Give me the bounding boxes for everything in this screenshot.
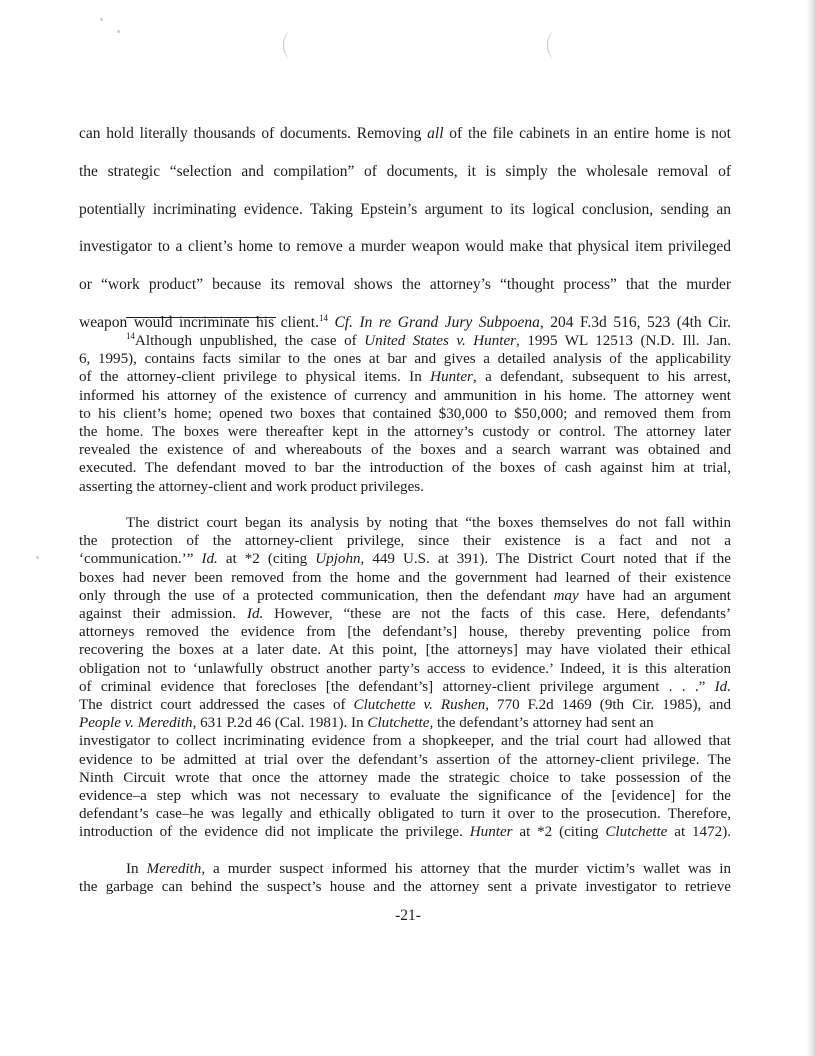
italic-citation: People v. Meredith	[79, 715, 193, 732]
text-run: have had an argument	[578, 587, 731, 604]
text-run: , 449 U.S. at 391). The District Court noted that if the	[360, 551, 731, 568]
italic-citation: Upjohn	[315, 551, 361, 568]
italic-citation: all	[427, 125, 444, 142]
text-run: at *2 (citing	[217, 551, 316, 568]
text-run: executed. The defendant moved to bar the introduction of the boxes of cash against him at trial,	[79, 460, 731, 477]
footnote-line	[79, 569, 731, 587]
footnote-reference-marker: 14	[318, 312, 328, 323]
footnote-reference-marker: 14	[126, 331, 135, 341]
body-line	[79, 191, 731, 229]
footnote-line	[79, 732, 731, 750]
footnote-line	[79, 550, 731, 568]
text-run: 6, 1995), contains facts similar to the ones at bar and gives a detailed analysis of the applicability	[79, 351, 731, 368]
italic-citation: Id.	[714, 678, 731, 695]
text-run: of criminal evidence that forecloses [the defendant’s] attorney-client privilege argument . . .”	[79, 678, 715, 695]
text-run: , the defendant’s attorney had sent an	[429, 715, 654, 732]
footnote-line	[79, 459, 731, 477]
text-run: the home. The boxes were thereafter kept in the attorney’s custody or control. The attorney later	[79, 424, 731, 441]
footnote-line	[79, 860, 731, 878]
hole-punch-mark-left	[283, 32, 298, 58]
text-run: or “work product” because its removal shows the attorney’s “thought process” that the murder	[79, 276, 731, 294]
text-run: investigator to collect incriminating evidence from a shopkeeper, and the trial court had allowed that	[79, 733, 731, 750]
page-number: -21-	[395, 907, 421, 924]
footnote-line	[79, 605, 731, 623]
scan-speck	[100, 18, 103, 21]
text-run: weapon would incriminate his client.	[79, 313, 319, 331]
text-run: The district court began its analysis by noting that “the boxes themselves do not fall within	[126, 515, 731, 532]
scan-speck	[36, 556, 39, 559]
text-run: at *2 (citing	[512, 824, 606, 841]
text-run: of the file cabinets in an entire home is not	[443, 125, 731, 142]
text-run: , 770 F.2d 1469 (9th Cir. 1985), and	[485, 697, 732, 714]
text-run: introduction of the evidence did not implicate the privilege.	[79, 824, 470, 841]
text-run: evidence–a step which was not necessary to evaluate the significance of the [evidence] for the	[79, 788, 731, 805]
footnote-line	[79, 787, 731, 805]
text-run: Although unpublished, the case of	[135, 333, 365, 349]
footnote-line	[79, 423, 731, 441]
footnote-line	[79, 405, 731, 423]
italic-citation: Hunter	[430, 369, 473, 386]
text-run: ‘communication.’”	[79, 551, 202, 568]
footnote-line	[79, 478, 731, 496]
text-run: investigator to a client’s home to remove a murder weapon would make that physical item privileged	[79, 238, 731, 256]
footnote-line	[79, 678, 731, 696]
text-run: asserting the attorney-client and work product privileges.	[79, 478, 424, 495]
text-run: to his client’s home; opened two boxes that contained $30,000 to $50,000; and removed them from	[79, 405, 731, 422]
text-run: at 1472).	[667, 824, 731, 841]
footnote-line	[79, 368, 731, 386]
hole-punch-mark-right	[547, 32, 562, 58]
footnote-line	[79, 387, 731, 405]
text-run: against their admission.	[79, 606, 247, 623]
footnote-separator	[126, 317, 276, 318]
footnote-14	[79, 332, 731, 896]
footnote-line	[79, 823, 731, 841]
footnote-line	[79, 532, 731, 550]
text-run: In	[126, 860, 147, 877]
footnote-line	[79, 350, 731, 368]
scan-speck	[117, 30, 120, 33]
text-run: attorneys removed the evidence from [the defendant’s] house, thereby preventing police from	[79, 624, 731, 641]
text-run: informed his attorney of the existence of currency and ammunition in his home. The attorney went	[79, 387, 731, 404]
footnote-line	[79, 641, 731, 659]
text-run: recovering the boxes at a later date. At this point, [the attorneys] may have violated their ethical	[79, 642, 731, 659]
footnote-line	[79, 805, 731, 823]
footnote-line	[79, 514, 731, 532]
body-line	[79, 115, 731, 153]
text-run: the strategic “selection and compilation” of documents, it is simply the wholesale removal of	[79, 162, 731, 180]
italic-citation: Cf. In re Grand Jury Subpoena	[334, 313, 540, 331]
footnote-line	[79, 441, 731, 459]
text-run: , 1995 WL 12513 (N.D. Ill. Jan.	[516, 333, 731, 349]
text-run: can hold literally thousands of documents. Removing	[79, 125, 428, 142]
scan-edge-shadow	[806, 0, 816, 1056]
text-run: potentially incriminating evidence. Taking Epstein’s argument to its logical conclusion, sending an	[79, 200, 731, 218]
footnote-line	[79, 696, 731, 714]
footnote-line	[79, 660, 731, 678]
text-run: Ninth Circuit wrote that once the attorney made the strategic choice to take possession of the	[79, 769, 731, 786]
footnote-line	[79, 714, 731, 732]
text-run: The district court addressed the cases of	[79, 697, 354, 714]
footnote-line	[79, 587, 731, 605]
italic-citation: Id.	[246, 606, 264, 623]
italic-citation: Id.	[201, 551, 218, 568]
text-run: , a murder suspect informed his attorney that the murder victim’s wallet was in	[201, 860, 731, 877]
body-paragraph	[79, 115, 731, 342]
italic-citation: Meredith	[146, 860, 202, 877]
text-run: revealed the existence of and whereabouts of the boxes and a search warrant was obtained and	[79, 442, 731, 459]
footnote-line	[79, 332, 731, 350]
footnote-line	[79, 769, 731, 787]
text-run: the protection of the attorney-client privilege, since their existence is a fact and not a	[79, 533, 731, 550]
italic-citation: Clutchette	[367, 715, 430, 732]
italic-citation: United States v. Hunter	[364, 333, 517, 349]
text-run: of the attorney-client privilege to physical items. In	[79, 369, 431, 386]
body-line	[79, 266, 731, 304]
text-run: evidence to be admitted at trial over the defendant’s assertion of the attorney-client privilege. The	[79, 751, 731, 768]
body-line	[79, 153, 731, 191]
text-run: only through the use of a protected communication, then the defendant	[79, 587, 554, 604]
italic-citation: Hunter	[469, 824, 513, 841]
text-run: , 204 F.3d 516, 523 (4th Cir.	[539, 313, 731, 331]
text-run: defendant’s case–he was legally and ethically obligated to turn it over to the prosecution. Therefore,	[79, 806, 731, 823]
footnote-line	[79, 751, 731, 769]
italic-citation: Clutchette	[605, 824, 668, 841]
italic-citation: Clutchette v. Rushen	[353, 697, 486, 714]
body-line	[79, 228, 731, 266]
text-run: However, “these are not the facts of this case. Here, defendants’	[263, 606, 731, 623]
text-run: obligation not to ‘unlawfully obstruct another party’s access to evidence.’ Indeed, it is this alteration	[79, 660, 731, 677]
footnote-line	[79, 878, 731, 896]
text-run: , 631 P.2d 46 (Cal. 1981). In	[192, 715, 368, 732]
text-run: , a defendant, subsequent to his arrest,	[472, 369, 731, 386]
italic-citation: may	[553, 587, 579, 604]
footnote-line	[79, 623, 731, 641]
text-run: boxes had never been removed from the home and the government had learned of their existence	[79, 569, 731, 586]
text-run: the garbage can behind the suspect’s house and the attorney sent a private investigator to retrieve	[79, 879, 731, 896]
